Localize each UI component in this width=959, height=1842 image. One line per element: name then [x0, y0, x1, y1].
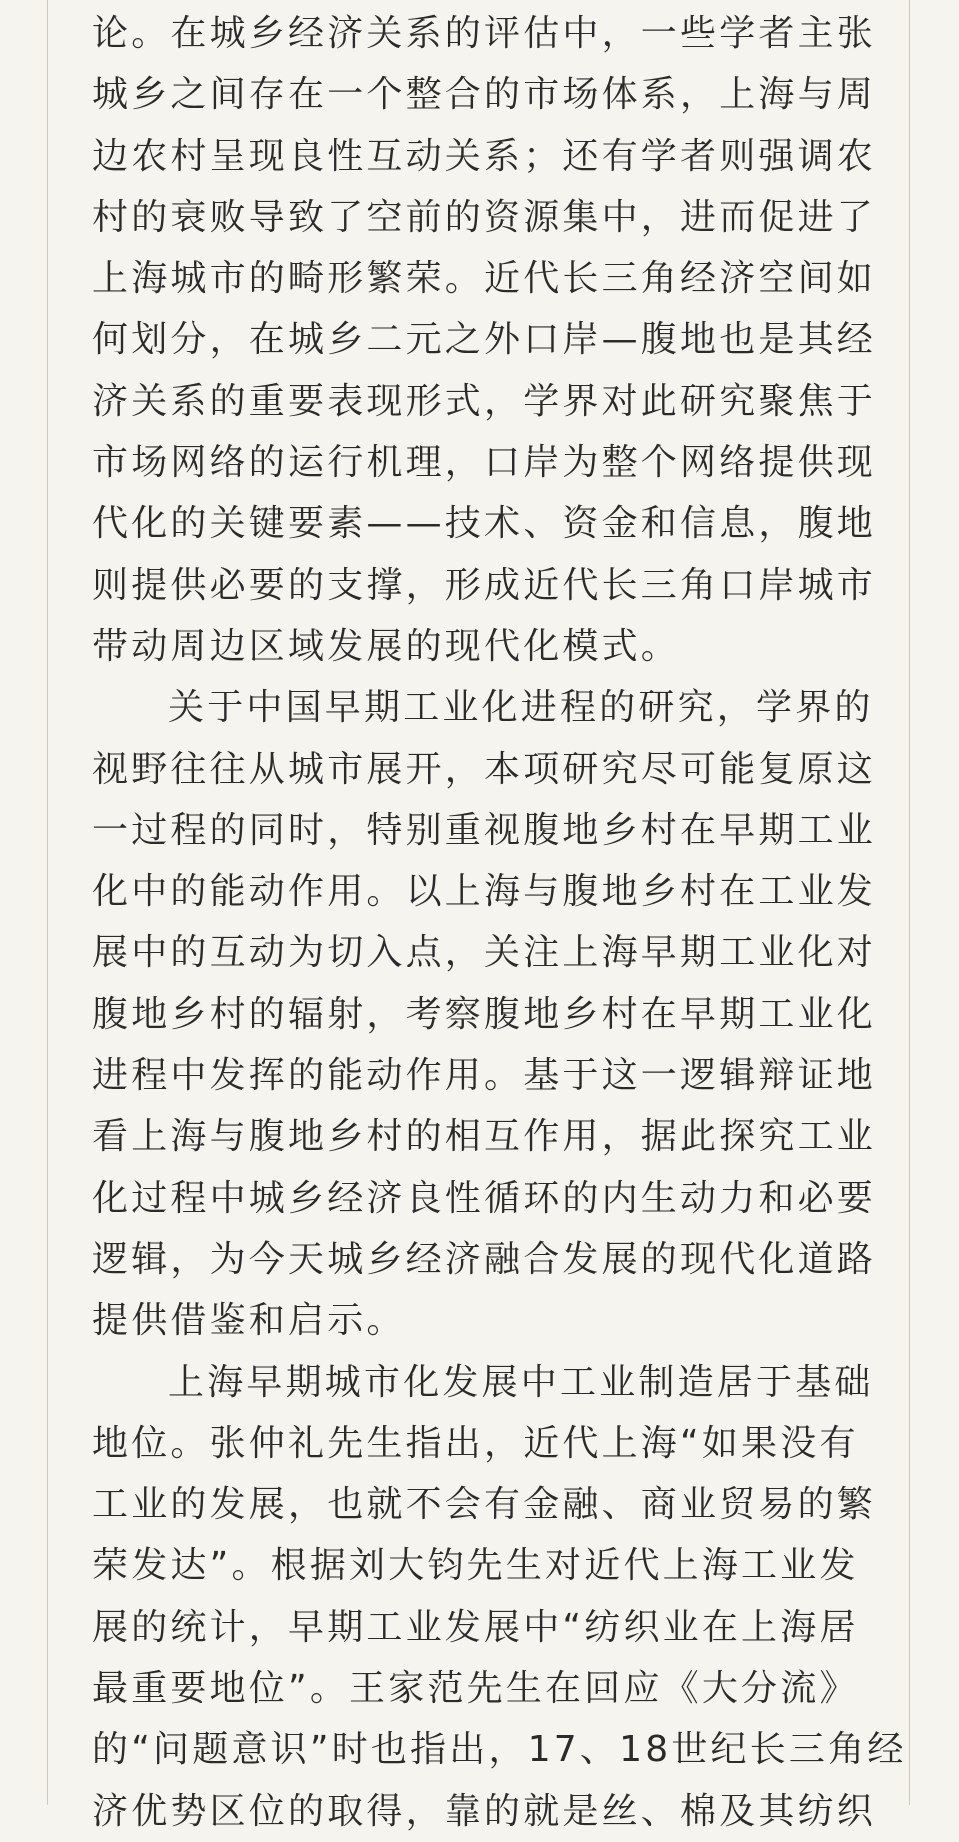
text-line: 代化的关键要素——技术、资金和信息，腹地 [92, 503, 877, 545]
text-line: 的“问题意识”时也指出，17、18世纪长三角经 [92, 1729, 907, 1771]
text-line: 关于中国早期工业化进程的研究，学界的 [168, 687, 874, 729]
text-line: 工业的发展，也就不会有金融、商业贸易的繁 [92, 1484, 877, 1526]
left-margin-rule [47, 0, 48, 1805]
text-line: 展的统计，早期工业发展中“纺织业在上海居 [92, 1606, 859, 1648]
text-line: 最重要地位”。王家范先生在回应《大分流》 [92, 1668, 859, 1710]
text-line: 何划分，在城乡二元之外口岸—腹地也是其经 [92, 319, 877, 361]
text-line: 则提供必要的支撑，形成近代长三角口岸城市 [92, 564, 877, 606]
text-line: 论。在城乡经济关系的评估中，一些学者主张 [92, 13, 877, 54]
text-line: 地位。张仲礼先生指出，近代上海“如果没有 [92, 1422, 859, 1464]
text-line: 看上海与腹地乡村的相互作用，据此探究工业 [92, 1116, 877, 1158]
text-line: 提供借鉴和启示。 [92, 1300, 406, 1342]
text-line: 化过程中城乡经济良性循环的内生动力和必要 [92, 1177, 877, 1219]
text-line: 济关系的重要表现形式，学界对此研究聚焦于 [92, 380, 877, 422]
text-line: 化中的能动作用。以上海与腹地乡村在工业发 [92, 871, 877, 913]
right-margin-rule [909, 0, 910, 1805]
text-line: 视野往往从城市展开，本项研究尽可能复原这 [92, 748, 877, 790]
text-line: 边农村呈现良性互动关系；还有学者则强调农 [92, 135, 877, 177]
text-line: 进程中发挥的能动作用。基于这一逻辑辩证地 [92, 1055, 877, 1097]
text-line: 展中的互动为切入点，关注上海早期工业化对 [92, 932, 877, 974]
text-line: 逻辑，为今天城乡经济融合发展的现代化道路 [92, 1238, 877, 1280]
text-line: 腹地乡村的辐射，考察腹地乡村在早期工业化 [92, 993, 877, 1035]
text-line: 济优势区位的取得，靠的就是丝、棉及其纺织 [92, 1790, 877, 1832]
text-line: 市场网络的运行机理，口岸为整个网络提供现 [92, 442, 877, 484]
text-line: 一过程的同时，特别重视腹地乡村在早期工业 [92, 809, 877, 851]
text-line: 上海城市的畸形繁荣。近代长三角经济空间如 [92, 258, 877, 300]
article-body [92, 3, 907, 1842]
text-line: 上海早期城市化发展中工业制造居于基础 [168, 1361, 874, 1403]
paragraph-3 [92, 1352, 907, 1842]
text-line: 带动周边区域发展的现代化模式。 [92, 625, 681, 667]
text-line: 荣发达”。根据刘大钧先生对近代上海工业发 [92, 1545, 859, 1587]
paragraph-2 [92, 677, 877, 1351]
paragraph-1 [92, 3, 877, 677]
text-line: 城乡之间存在一个整合的市场体系，上海与周 [92, 74, 877, 116]
text-line: 村的衰败导致了空前的资源集中，进而促进了 [92, 196, 877, 238]
